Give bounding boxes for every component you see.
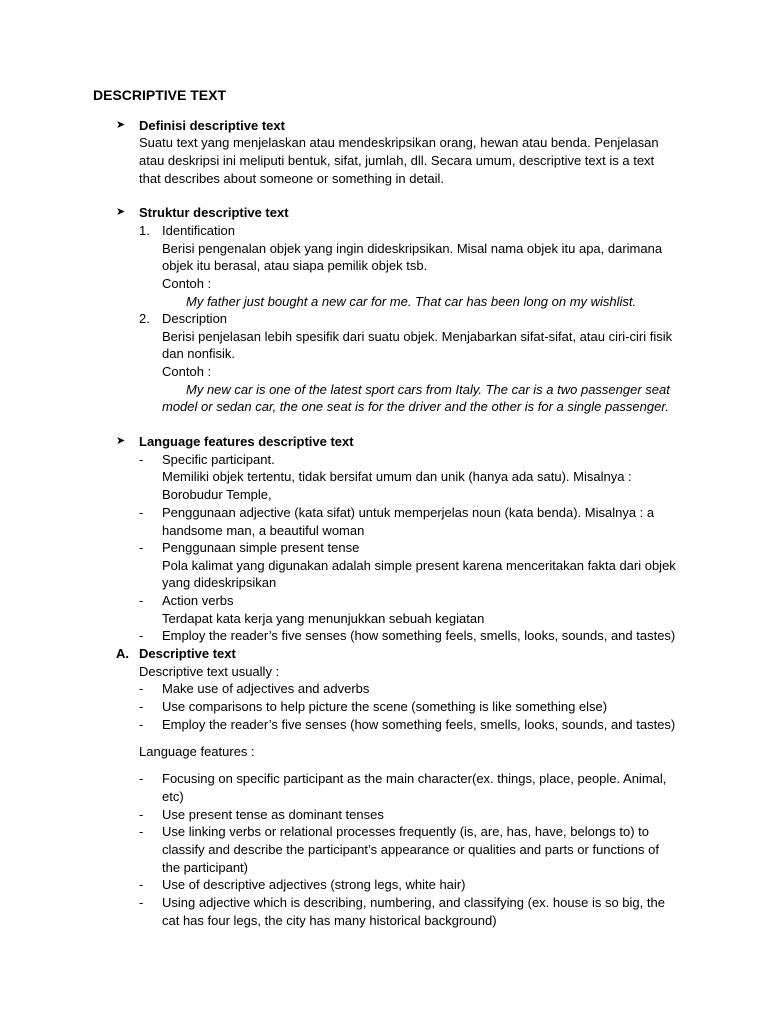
example-text: model or sedan car, the one seat is for the driver and the other is for a single passenger.: [162, 399, 669, 414]
arrow-bullet-icon: ➤: [116, 119, 126, 131]
list-number: 2.: [139, 311, 150, 326]
list-item-label: Specific participant.: [162, 452, 275, 467]
paragraph-line: Descriptive text usually :: [139, 664, 280, 679]
list-item-label: Focusing on specific participant as the main character(ex. things, place, people. Animal,: [162, 771, 667, 786]
section-heading-language-features: Language features descriptive text: [139, 434, 354, 449]
language-features-label: Language features :: [139, 744, 255, 759]
dash-bullet: -: [139, 505, 144, 520]
paragraph-line: objek itu berasal, atau siapa pemilik objek tsb.: [162, 258, 428, 273]
contoh-label: Contoh :: [162, 364, 212, 379]
list-item-label: Action verbs: [162, 593, 234, 608]
dash-bullet: -: [139, 807, 144, 822]
example-text: My new car is one of the latest sport cars from Italy. The car is a two passenger seat: [186, 382, 670, 397]
list-item-label: Using adjective which is describing, numbering, and classifying (ex. house is so big, the: [162, 895, 665, 910]
paragraph-line: Berisi penjelasan lebih spesifik dari suatu objek. Menjabarkan sifat-sifat, atau ciri-ciri fisik: [162, 329, 673, 344]
list-item-label: Description: [162, 311, 228, 326]
list-item-label: Identification: [162, 223, 235, 238]
paragraph-line: Pola kalimat yang digunakan adalah simple present karena menceritakan fakta dari objek: [162, 558, 676, 573]
list-item-label: Penggunaan simple present tense: [162, 540, 360, 555]
paragraph-line: cat has four legs, the city has many historical background): [162, 913, 497, 928]
dash-bullet: -: [139, 699, 144, 714]
paragraph-line: classify and describe the participant’s appearance or qualities and parts or functions of: [162, 842, 659, 857]
dash-bullet: -: [139, 717, 144, 732]
paragraph-line: atau deskripsi ini meliputi bentuk, sifat, jumlah, dll. Secara umum, descriptive text is a text: [139, 153, 655, 168]
list-item-label: Penggunaan adjective (kata sifat) untuk memperjelas noun (kata benda). Misalnya : a: [162, 505, 655, 520]
arrow-bullet-icon: ➤: [116, 435, 126, 447]
dash-bullet: -: [139, 452, 144, 467]
arrow-bullet-icon: ➤: [116, 206, 126, 218]
list-item-label: Use comparisons to help picture the scene (something is like something else): [162, 699, 608, 714]
list-number: 1.: [139, 223, 150, 238]
dash-bullet: -: [139, 824, 144, 839]
list-item-label: Use present tense as dominant tenses: [162, 807, 384, 822]
section-heading-descriptive-text: Descriptive text: [139, 646, 236, 661]
paragraph-line: the participant): [162, 860, 248, 875]
list-item-label: Employ the reader’s five senses (how something feels, smells, looks, sounds, and tastes): [162, 628, 676, 643]
paragraph-line: Suatu text yang menjelaskan atau mendeskripsikan orang, hewan atau benda. Penjelasan: [139, 135, 659, 150]
paragraph-line: that describes about someone or something in detail.: [139, 171, 444, 186]
list-item-label: Use linking verbs or relational processes frequently (is, are, has, have, belongs to) to: [162, 824, 650, 839]
list-item-label: Use of descriptive adjectives (strong legs, white hair): [162, 877, 466, 892]
document-title: DESCRIPTIVE TEXT: [93, 87, 227, 103]
paragraph-line: dan nonfisik.: [162, 346, 235, 361]
paragraph-line: etc): [162, 789, 184, 804]
example-text: My father just bought a new car for me. That car has been long on my wishlist.: [186, 294, 637, 309]
paragraph-line: Berisi pengenalan objek yang ingin dideskripsikan. Misal nama objek itu apa, darimana: [162, 241, 663, 256]
list-item-label: Make use of adjectives and adverbs: [162, 681, 370, 696]
section-letter: A.: [116, 646, 129, 661]
paragraph-line: yang dideskripsikan: [162, 575, 277, 590]
dash-bullet: -: [139, 681, 144, 696]
section-heading-struktur: Struktur descriptive text: [139, 205, 289, 220]
paragraph-line: Terdapat kata kerja yang menunjukkan sebuah kegiatan: [162, 611, 485, 626]
dash-bullet: -: [139, 628, 144, 643]
paragraph-line: Borobudur Temple,: [162, 487, 272, 502]
dash-bullet: -: [139, 540, 144, 555]
paragraph-line: handsome man, a beautiful woman: [162, 523, 365, 538]
paragraph-line: Memiliki objek tertentu, tidak bersifat umum dan unik (hanya ada satu). Misalnya :: [162, 469, 632, 484]
list-item-label: Employ the reader’s five senses (how something feels, smells, looks, sounds, and tastes): [162, 717, 676, 732]
dash-bullet: -: [139, 877, 144, 892]
dash-bullet: -: [139, 593, 144, 608]
section-heading-definisi: Definisi descriptive text: [139, 118, 285, 133]
dash-bullet: -: [139, 771, 144, 786]
dash-bullet: -: [139, 895, 144, 910]
contoh-label: Contoh :: [162, 276, 212, 291]
